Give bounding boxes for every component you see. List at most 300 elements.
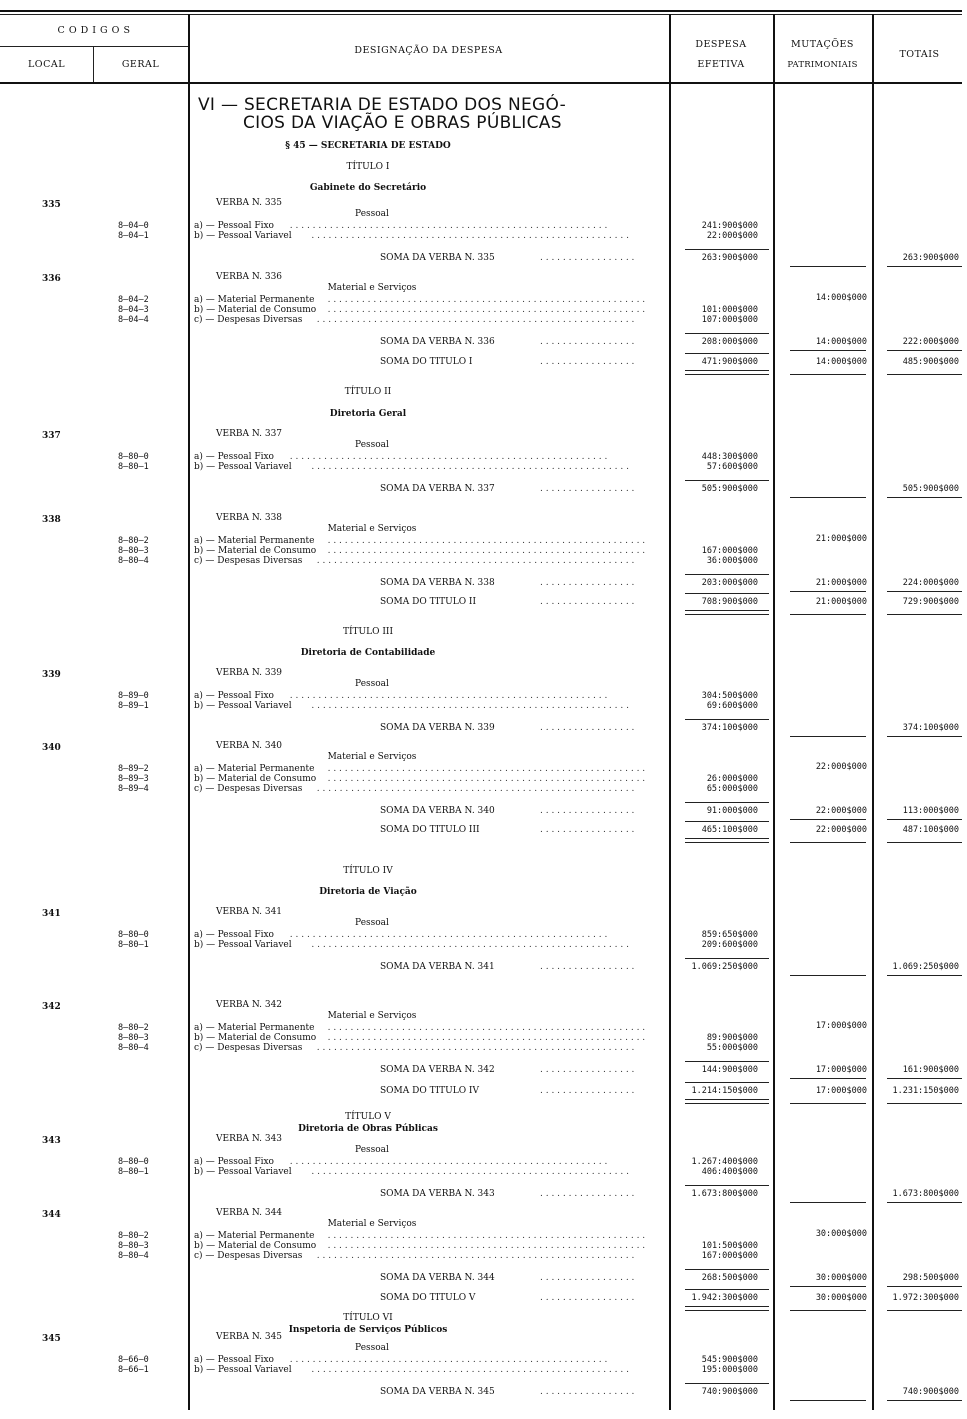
geral-code: 8—04—1 [118,231,149,241]
item-desc: b) — Pessoal Variavel [194,940,292,950]
double-rule [685,842,769,843]
col-divider-geral [188,14,190,1410]
soma-rule-mut [790,736,866,737]
leader-dots: . . . . . . . . . . . . . . . . . . . . . . . . . . . . . . . . . . . . . . . . . . . . . . . . . . . . . . . . [289,1157,608,1167]
item-desc: c) — Despesas Diversas [194,315,303,325]
local-code: 345 [42,1334,61,1344]
soma-total: 374:100$000 [902,723,959,733]
double-rule [887,1310,962,1311]
double-rule [685,370,769,371]
verba-label: VERBA N. 337 [216,429,283,439]
geral-code: 8—89—0 [118,691,149,701]
soma-despesa: 374:100$000 [701,723,758,733]
despesa-value: 859:650$000 [701,930,758,940]
double-rule [790,1310,866,1311]
item-desc: c) — Despesas Diversas [194,556,303,566]
double-rule [887,614,962,615]
leader-dots: . . . . . . . . . . . . . . . . . . . . . . . . . . . . . . . . . . . . . . . . . . . . . . . . . . . . . . . . [289,691,608,701]
soma-verba-label: SOMA DA VERBA N. 342 [380,1065,495,1075]
soma-rule-mut [790,266,866,267]
soma-rule-mut [790,1078,866,1079]
item-desc: c) — Despesas Diversas [194,1043,303,1053]
verba-category: Material e Serviços [327,524,417,534]
local-code: 338 [42,515,61,525]
leader-dots: . . . . . . . . . . . . . . . . . [540,1387,635,1397]
geral-code: 8—80—3 [118,1033,149,1043]
geral-code: 8—80—0 [118,930,149,940]
soma-rule-tot [887,497,962,498]
leader-dots: . . . . . . . . . . . . . . . . . . . . . . . . . . . . . . . . . . . . . . . . . . . . . . . . . . . . . . . . [327,1023,646,1033]
despesa-value: 167:000$000 [701,546,758,556]
soma-mutacao: 21:000$000 [815,578,867,588]
soma-verba-label: SOMA DA VERBA N. 344 [380,1273,495,1283]
leader-dots: . . . . . . . . . . . . . . . . . . . . . . . . . . . . . . . . . . . . . . . . . . . . . . . . . . . . . . . . [289,452,608,462]
soma-rule-mut [790,497,866,498]
soma-mutacao: 14:000$000 [815,337,867,347]
item-desc: a) — Material Permanente [194,1023,315,1033]
soma-despesa: 268:500$000 [701,1273,758,1283]
leader-dots: . . . . . . . . . . . . . . . . . . . . . . . . . . . . . . . . . . . . . . . . . . . . . . . . . . . . . . . . [289,930,608,940]
soma-mutacao: 17:000$000 [815,1065,867,1075]
soma-rule-mut [790,975,866,976]
soma-mutacao: 30:000$000 [815,1273,867,1283]
geral-code: 8—04—4 [118,315,149,325]
double-rule [685,1306,769,1307]
header-patrimoniais: PATRIMONIAIS [787,60,858,70]
verba-category: Pessoal [355,1145,389,1155]
local-code: 336 [42,274,61,284]
local-code: 343 [42,1136,61,1146]
geral-code: 8—80—4 [118,1251,149,1261]
item-desc: a) — Pessoal Fixo [194,930,274,940]
double-rule [685,614,769,615]
soma-rule [685,1383,769,1384]
header-designacao: DESIGNAÇÃO DA DESPESA [354,45,503,56]
soma-titulo-mutacao: 21:000$000 [815,597,867,607]
leader-dots: . . . . . . . . . . . . . . . . . . . . . . . . . . . . . . . . . . . . . . . . . . . . . . . . . . . . . . . . [316,784,635,794]
soma-rule-tot [887,819,962,820]
soma-rule [685,333,769,334]
soma-despesa: 263:900$000 [701,253,758,263]
soma-rule-mut [790,350,866,351]
item-desc: a) — Pessoal Fixo [194,1355,274,1365]
despesa-value: 22:000$000 [706,231,758,241]
despesa-value: 65:000$000 [706,784,758,794]
soma-despesa: 144:900$000 [701,1065,758,1075]
local-code: 340 [42,743,61,753]
leader-dots: . . . . . . . . . . . . . . . . . [540,1086,635,1096]
verba-label: VERBA N. 338 [216,513,283,523]
leader-dots: . . . . . . . . . . . . . . . . . [540,484,635,494]
header-geral: GERAL [121,59,160,70]
soma-titulo-mutacao: 30:000$000 [815,1293,867,1303]
verba-label: VERBA N. 335 [216,198,283,208]
soma-titulo-label: SOMA DO TITULO III [380,825,480,835]
despesa-value: 55:000$000 [706,1043,758,1053]
despesa-value: 101:000$000 [701,305,758,315]
geral-code: 8—04—2 [118,295,149,305]
soma-total: 740:900$000 [902,1387,959,1397]
item-desc: a) — Pessoal Fixo [194,1157,274,1167]
leader-dots: . . . . . . . . . . . . . . . . . . . . . . . . . . . . . . . . . . . . . . . . . . . . . . . . . . . . . . . . [311,1365,629,1375]
soma-titulo-rule [685,1082,769,1083]
soma-total: 298:500$000 [902,1273,959,1283]
local-code: 341 [42,909,61,919]
leader-dots: . . . . . . . . . . . . . . . . . . . . . . . . . . . . . . . . . . . . . . . . . . . . . . . . . . . . . . . . [311,940,629,950]
soma-despesa: 91:000$000 [706,806,758,816]
geral-code: 8—04—0 [118,221,149,231]
soma-titulo-mutacao: 14:000$000 [815,357,867,367]
geral-code: 8—80—1 [118,940,149,950]
soma-rule [685,1061,769,1062]
despesa-value: 545:900$000 [701,1355,758,1365]
titulo-org: Diretoria Geral [329,409,407,419]
soma-rule-mut [790,819,866,820]
despesa-value: 36:000$000 [706,556,758,566]
leader-dots: . . . . . . . . . . . . . . . . . [540,962,635,972]
local-code: 342 [42,1002,61,1012]
soma-rule-tot [887,736,962,737]
double-rule [887,842,962,843]
item-desc: a) — Material Permanente [194,764,315,774]
verba-label: VERBA N. 344 [216,1208,283,1218]
item-desc: c) — Despesas Diversas [194,784,303,794]
verba-category: Material e Serviços [327,1011,417,1021]
double-rule [887,1103,962,1104]
geral-code: 8—66—1 [118,1365,149,1375]
leader-dots: . . . . . . . . . . . . . . . . . [540,1293,635,1303]
soma-rule [685,958,769,959]
local-code: 339 [42,670,61,680]
col-divider-totais [872,14,874,1410]
soma-titulo-label: SOMA DO TITULO IV [380,1086,479,1096]
soma-rule-tot [887,350,962,351]
soma-despesa: 1.069:250$000 [691,962,758,972]
verba-label: VERBA N. 345 [216,1332,283,1342]
item-desc: b) — Material de Consumo [194,1033,317,1043]
soma-total: 263:900$000 [902,253,959,263]
soma-despesa: 1.673:800$000 [691,1189,758,1199]
soma-rule-mut [790,1286,866,1287]
despesa-value: 89:900$000 [706,1033,758,1043]
titulo-label: TÍTULO VI [343,1313,393,1323]
soma-titulo-rule [685,1289,769,1290]
verba-label: VERBA N. 340 [216,741,283,751]
leader-dots: . . . . . . . . . . . . . . . . . [540,1273,635,1283]
verba-label: VERBA N. 341 [216,907,283,917]
soma-rule-mut [790,1400,866,1401]
verba-category: Material e Serviços [327,752,417,762]
leader-dots: . . . . . . . . . . . . . . . . . [540,578,635,588]
geral-code: 8—80—1 [118,462,149,472]
geral-code: 8—89—4 [118,784,149,794]
item-desc: a) — Pessoal Fixo [194,452,274,462]
titulo-org: Diretoria de Viação [319,887,417,897]
leader-dots: . . . . . . . . . . . . . . . . . . . . . . . . . . . . . . . . . . . . . . . . . . . . . . . . . . . . . . . . [316,1043,635,1053]
despesa-value: 241:900$000 [701,221,758,231]
double-rule [685,1099,769,1100]
verba-category: Material e Serviços [327,1219,417,1229]
geral-code: 8—04—3 [118,305,149,315]
soma-titulo-despesa: 1.214:150$000 [691,1086,758,1096]
section-subtitle: § 45 — SECRETARIA DE ESTADO [285,141,451,151]
despesa-value: 167:000$000 [701,1251,758,1261]
soma-rule-tot [887,1286,962,1287]
double-rule [685,1103,769,1104]
geral-code: 8—80—4 [118,556,149,566]
soma-rule [685,1185,769,1186]
soma-verba-label: SOMA DA VERBA N. 345 [380,1387,495,1397]
leader-dots: . . . . . . . . . . . . . . . . . [540,253,635,263]
geral-code: 8—89—2 [118,764,149,774]
soma-titulo-total: 1.231:150$000 [892,1086,959,1096]
item-desc: a) — Pessoal Fixo [194,221,274,231]
soma-titulo-label: SOMA DO TITULO II [380,597,477,607]
titulo-label: TÍTULO II [344,387,392,397]
soma-titulo-rule [685,353,769,354]
verba-category: Pessoal [355,1343,389,1353]
verba-label: VERBA N. 339 [216,668,283,678]
leader-dots: . . . . . . . . . . . . . . . . . . . . . . . . . . . . . . . . . . . . . . . . . . . . . . . . . . . . . . . . [327,1241,646,1251]
item-desc: b) — Pessoal Variavel [194,231,292,241]
item-desc: b) — Pessoal Variavel [194,462,292,472]
despesa-value: 57:600$000 [706,462,758,472]
leader-dots: . . . . . . . . . . . . . . . . . . . . . . . . . . . . . . . . . . . . . . . . . . . . . . . . . . . . . . . . [311,701,629,711]
soma-titulo-total: 487:100$000 [902,825,959,835]
verba-category: Material e Serviços [327,283,417,293]
soma-total: 224:000$000 [902,578,959,588]
soma-rule-mut [790,1202,866,1203]
soma-rule-tot [887,1202,962,1203]
titulo-org: Diretoria de Contabilidade [300,648,436,658]
double-rule [790,1103,866,1104]
soma-titulo-mutacao: 17:000$000 [815,1086,867,1096]
despesa-value: 209:600$000 [701,940,758,950]
geral-code: 8—80—2 [118,536,149,546]
item-desc: b) — Pessoal Variavel [194,701,292,711]
soma-total: 222:000$000 [902,337,959,347]
soma-mutacao: 22:000$000 [815,806,867,816]
despesa-value: 107:000$000 [701,315,758,325]
soma-verba-label: SOMA DA VERBA N. 336 [380,337,495,347]
titulo-label: TÍTULO IV [343,866,393,876]
leader-dots: . . . . . . . . . . . . . . . . . [540,337,635,347]
leader-dots: . . . . . . . . . . . . . . . . . . . . . . . . . . . . . . . . . . . . . . . . . . . . . . . . . . . . . . . . [327,536,646,546]
geral-code: 8—80—3 [118,1241,149,1251]
despesa-value: 26:000$000 [706,774,758,784]
verba-category: Pessoal [355,679,389,689]
despesa-value: 1.267:400$000 [691,1157,758,1167]
geral-code: 8—89—3 [118,774,149,784]
soma-verba-label: SOMA DA VERBA N. 340 [380,806,495,816]
soma-titulo-label: SOMA DO TITULO I [380,357,473,367]
double-rule [790,374,866,375]
soma-despesa: 740:900$000 [701,1387,758,1397]
mutacao-value: 30:000$000 [815,1229,867,1239]
leader-dots: . . . . . . . . . . . . . . . . . . . . . . . . . . . . . . . . . . . . . . . . . . . . . . . . . . . . . . . . [311,231,629,241]
verba-category: Pessoal [355,918,389,928]
codigos-rule [0,46,188,47]
section-title-1: VI — SECRETARIA DE ESTADO DOS NEGÓ- [198,95,567,115]
soma-titulo-rule [685,593,769,594]
geral-code: 8—80—1 [118,1167,149,1177]
despesa-value: 406:400$000 [701,1167,758,1177]
leader-dots: . . . . . . . . . . . . . . . . . . . . . . . . . . . . . . . . . . . . . . . . . . . . . . . . . . . . . . . . [289,1355,608,1365]
leader-dots: . . . . . . . . . . . . . . . . . . . . . . . . . . . . . . . . . . . . . . . . . . . . . . . . . . . . . . . . [316,556,635,566]
soma-verba-label: SOMA DA VERBA N. 343 [380,1189,495,1199]
header-bottom-rule [0,82,962,84]
mutacao-value: 17:000$000 [815,1021,867,1031]
section-title-2: CIOS DA VIAÇÃO E OBRAS PÚBLICAS [243,113,562,133]
soma-titulo-mutacao: 22:000$000 [815,825,867,835]
double-rule [790,842,866,843]
titulo-org: Diretoria de Obras Públicas [298,1124,438,1134]
geral-code: 8—80—4 [118,1043,149,1053]
geral-code: 8—66—0 [118,1355,149,1365]
double-rule [685,610,769,611]
item-desc: b) — Pessoal Variavel [194,1167,292,1177]
soma-rule-tot [887,591,962,592]
despesa-value: 448:300$000 [701,452,758,462]
soma-total: 1.673:800$000 [892,1189,959,1199]
leader-dots: . . . . . . . . . . . . . . . . . . . . . . . . . . . . . . . . . . . . . . . . . . . . . . . . . . . . . . . . [327,295,646,305]
item-desc: a) — Material Permanente [194,536,315,546]
titulo-label: TÍTULO I [346,162,390,172]
mutacao-value: 22:000$000 [815,762,867,772]
leader-dots: . . . . . . . . . . . . . . . . . . . . . . . . . . . . . . . . . . . . . . . . . . . . . . . . . . . . . . . . [327,774,646,784]
soma-titulo-total: 1.972:300$000 [892,1293,959,1303]
leader-dots: . . . . . . . . . . . . . . . . . . . . . . . . . . . . . . . . . . . . . . . . . . . . . . . . . . . . . . . . [316,315,635,325]
soma-rule [685,249,769,250]
mutacao-value: 14:000$000 [815,293,867,303]
verba-category: Pessoal [355,440,389,450]
soma-rule-tot [887,266,962,267]
geral-code: 8—89—1 [118,701,149,711]
soma-total: 113:000$000 [902,806,959,816]
soma-total: 505:900$000 [902,484,959,494]
item-desc: a) — Pessoal Fixo [194,691,274,701]
geral-code: 8—80—2 [118,1231,149,1241]
verba-category: Pessoal [355,209,389,219]
item-desc: a) — Material Permanente [194,1231,315,1241]
mutacao-value: 21:000$000 [815,534,867,544]
local-code: 344 [42,1210,61,1220]
soma-titulo-despesa: 465:100$000 [701,825,758,835]
soma-rule-tot [887,1400,962,1401]
double-rule [790,614,866,615]
geral-code: 8—80—2 [118,1023,149,1033]
item-desc: b) — Pessoal Variavel [194,1365,292,1375]
soma-total: 161:900$000 [902,1065,959,1075]
leader-dots: . . . . . . . . . . . . . . . . . [540,357,635,367]
verba-label: VERBA N. 343 [216,1134,283,1144]
soma-verba-label: SOMA DA VERBA N. 335 [380,253,495,263]
titulo-label: TÍTULO V [345,1112,391,1122]
double-rule [685,1310,769,1311]
soma-verba-label: SOMA DA VERBA N. 339 [380,723,495,733]
local-code: 335 [42,200,61,210]
titulo-org: Inspetoria de Serviços Públicos [288,1325,448,1335]
item-desc: b) — Material de Consumo [194,546,317,556]
item-desc: b) — Material de Consumo [194,774,317,784]
despesa-value: 101:500$000 [701,1241,758,1251]
leader-dots: . . . . . . . . . . . . . . . . . . . . . . . . . . . . . . . . . . . . . . . . . . . . . . . . . . . . . . . . [327,764,646,774]
soma-titulo-total: 485:900$000 [902,357,959,367]
leader-dots: . . . . . . . . . . . . . . . . . [540,1189,635,1199]
verba-label: VERBA N. 336 [216,272,283,282]
soma-total: 1.069:250$000 [892,962,959,972]
header-mutacoes: MUTAÇÕES [791,39,854,50]
leader-dots: . . . . . . . . . . . . . . . . . . . . . . . . . . . . . . . . . . . . . . . . . . . . . . . . . . . . . . . . [311,1167,629,1177]
soma-rule [685,574,769,575]
leader-dots: . . . . . . . . . . . . . . . . . [540,806,635,816]
item-desc: b) — Material de Consumo [194,1241,317,1251]
double-rule [685,374,769,375]
soma-verba-label: SOMA DA VERBA N. 337 [380,484,495,494]
geral-code: 8—80—3 [118,546,149,556]
soma-titulo-label: SOMA DO TITULO V [380,1293,476,1303]
top-rule [0,10,962,12]
leader-dots: . . . . . . . . . . . . . . . . . [540,1065,635,1075]
leader-dots: . . . . . . . . . . . . . . . . . [540,723,635,733]
soma-rule [685,1269,769,1270]
header-local: LOCAL [27,59,66,70]
soma-despesa: 505:900$000 [701,484,758,494]
soma-verba-label: SOMA DA VERBA N. 338 [380,578,495,588]
leader-dots: . . . . . . . . . . . . . . . . . . . . . . . . . . . . . . . . . . . . . . . . . . . . . . . . . . . . . . . . [327,546,646,556]
soma-titulo-despesa: 471:900$000 [701,357,758,367]
soma-titulo-despesa: 1.942:300$000 [691,1293,758,1303]
col-divider-mutacoes [773,14,775,1410]
soma-rule-tot [887,975,962,976]
soma-rule [685,719,769,720]
local-code: 337 [42,431,61,441]
soma-rule-mut [790,591,866,592]
double-rule [685,838,769,839]
soma-despesa: 208:000$000 [701,337,758,347]
header-efetiva: EFETIVA [697,59,745,70]
soma-rule [685,802,769,803]
geral-code: 8—80—0 [118,452,149,462]
leader-dots: . . . . . . . . . . . . . . . . . . . . . . . . . . . . . . . . . . . . . . . . . . . . . . . . . . . . . . . . [311,462,629,472]
soma-titulo-total: 729:900$000 [902,597,959,607]
soma-rule [685,480,769,481]
item-desc: b) — Material de Consumo [194,305,317,315]
despesa-value: 304:500$000 [701,691,758,701]
col-divider-despesa [669,14,671,1410]
double-rule [887,374,962,375]
despesa-value: 195:000$000 [701,1365,758,1375]
leader-dots: . . . . . . . . . . . . . . . . . . . . . . . . . . . . . . . . . . . . . . . . . . . . . . . . . . . . . . . . [289,221,608,231]
leader-dots: . . . . . . . . . . . . . . . . . . . . . . . . . . . . . . . . . . . . . . . . . . . . . . . . . . . . . . . . [327,1033,646,1043]
soma-rule-tot [887,1078,962,1079]
leader-dots: . . . . . . . . . . . . . . . . . . . . . . . . . . . . . . . . . . . . . . . . . . . . . . . . . . . . . . . . [327,305,646,315]
header-despesa: DESPESA [695,39,747,50]
top-rule-2 [0,14,962,15]
geral-code: 8—80—0 [118,1157,149,1167]
leader-dots: . . . . . . . . . . . . . . . . . . . . . . . . . . . . . . . . . . . . . . . . . . . . . . . . . . . . . . . . [316,1251,635,1261]
soma-verba-label: SOMA DA VERBA N. 341 [380,962,495,972]
titulo-label: TÍTULO III [342,627,394,637]
header-totais: TOTAIS [899,49,940,60]
leader-dots: . . . . . . . . . . . . . . . . . [540,825,635,835]
header-codigos: C O D I G O S [57,25,131,36]
soma-titulo-despesa: 708:900$000 [701,597,758,607]
despesa-value: 69:600$000 [706,701,758,711]
titulo-org: Gabinete do Secretário [309,183,427,193]
soma-titulo-rule [685,821,769,822]
soma-despesa: 203:000$000 [701,578,758,588]
